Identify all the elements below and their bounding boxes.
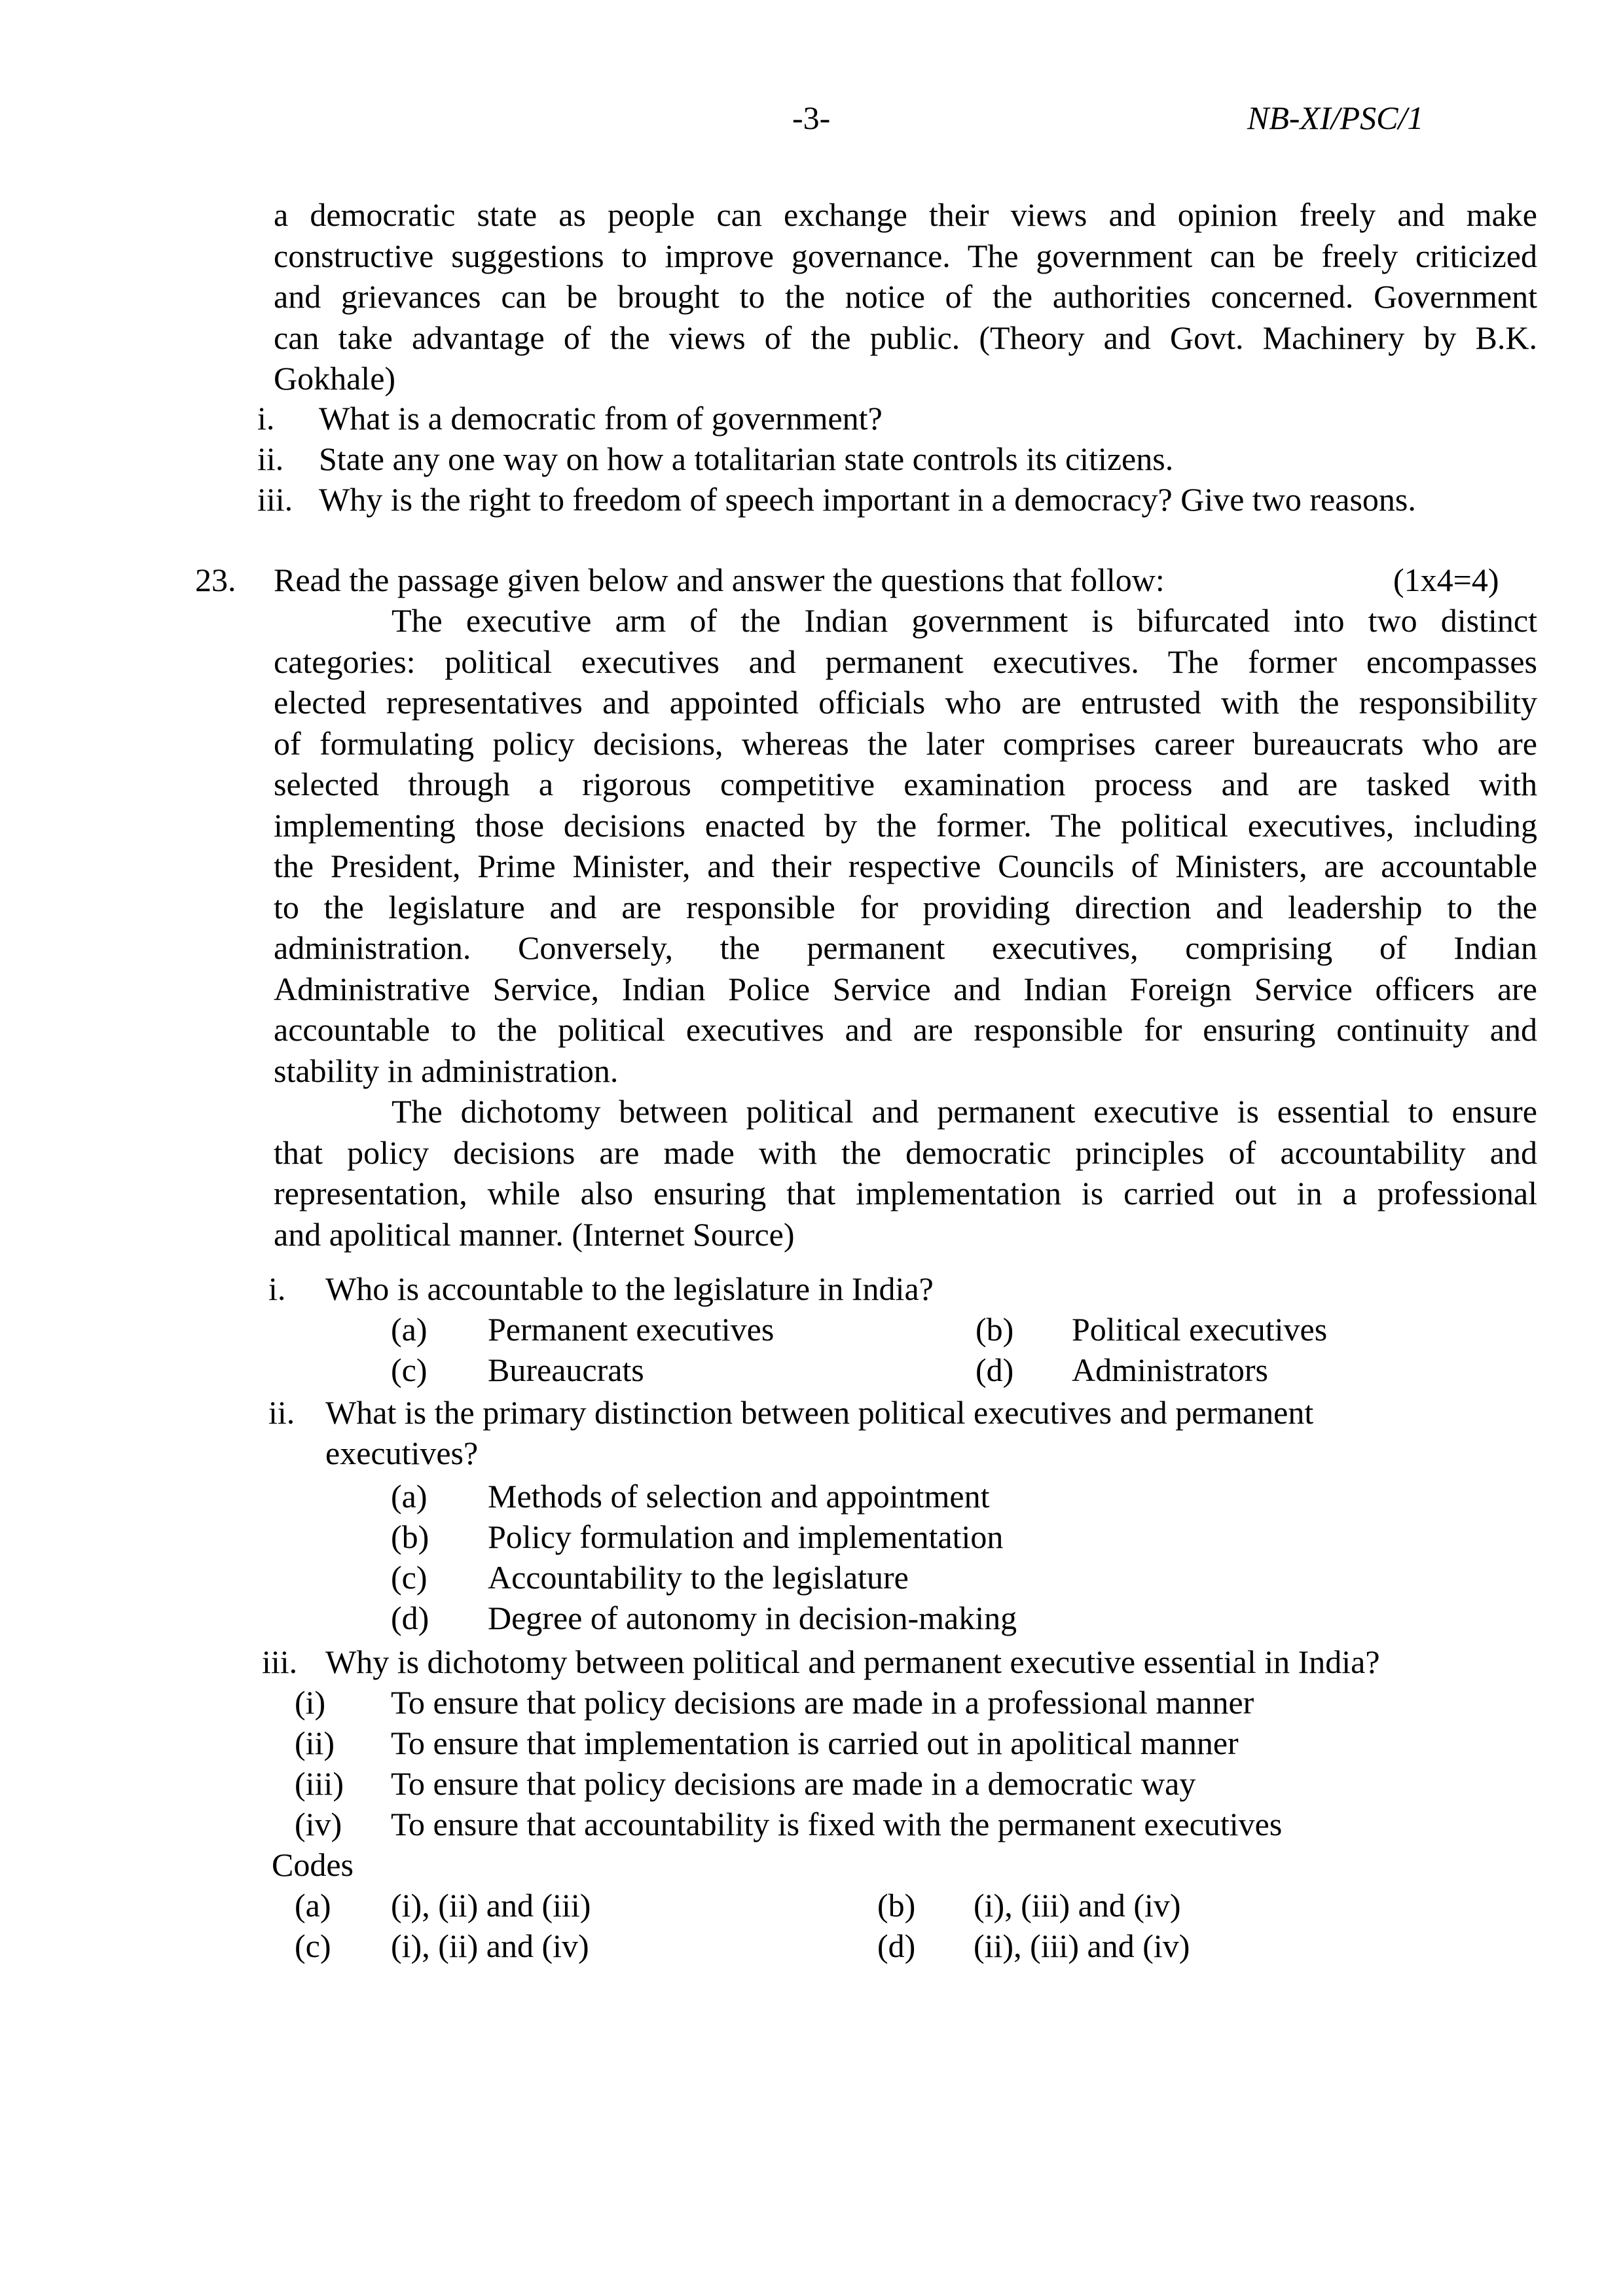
code-label: (a) xyxy=(295,1887,331,1924)
sub-question-text: What is the primary distinction between political executives and permanent xyxy=(325,1394,1314,1431)
code-text: (i), (ii) and (iii) xyxy=(391,1887,591,1924)
code-label: (c) xyxy=(295,1928,331,1964)
option-text: Political executives xyxy=(1072,1311,1328,1348)
sub-question-text-cont: executives? xyxy=(325,1435,479,1471)
passage-line: categories: political executives and permanent executives. The former encompasses xyxy=(274,643,1537,680)
option-text: Policy formulation and implementation xyxy=(488,1518,1004,1555)
q23-passage-paragraph-1 xyxy=(274,600,1537,1091)
q22-question-num: ii. xyxy=(257,440,284,477)
sub-question-num: ii. xyxy=(268,1394,295,1431)
question-instruction: Read the passage given below and answer the questions that follow: xyxy=(274,562,1165,598)
q22-question-num: i. xyxy=(257,400,275,437)
question-marks: (1x4=4) xyxy=(1393,562,1499,598)
passage-line: administration. Conversely, the permanent executives, comprising of Indian xyxy=(274,929,1537,966)
statement-label: (i) xyxy=(295,1684,326,1721)
statement-label: (iv) xyxy=(295,1806,342,1842)
option-label: (d) xyxy=(391,1600,429,1636)
option-label: (b) xyxy=(976,1311,1014,1348)
page-number: -3- xyxy=(792,99,831,136)
statement-text: To ensure that policy decisions are made in a democratic way xyxy=(391,1765,1196,1802)
passage-line: to the legislature and are responsible for providing direction and leadership to the xyxy=(274,888,1537,925)
option-text: Accountability to the legislature xyxy=(488,1559,909,1596)
sub-question-text: Who is accountable to the legislature in India? xyxy=(325,1270,934,1307)
option-label: (b) xyxy=(391,1518,429,1555)
passage-line: that policy decisions are made with the democratic principles of accountability and xyxy=(274,1134,1537,1171)
passage-line: The dichotomy between political and permanent executive is essential to ensure xyxy=(392,1093,1537,1130)
option-label: (c) xyxy=(391,1559,428,1596)
statement-text: To ensure that accountability is fixed with the permanent executives xyxy=(391,1806,1283,1842)
codes-label: Codes xyxy=(272,1846,354,1883)
passage-line: The executive arm of the Indian government is bifurcated into two distinct xyxy=(392,602,1537,639)
q23-passage-paragraph-2 xyxy=(274,1091,1537,1255)
code-text: (i), (ii) and (iv) xyxy=(391,1928,589,1964)
sub-question-num: iii. xyxy=(262,1643,298,1680)
option-text: Degree of autonomy in decision-making xyxy=(488,1600,1017,1636)
q22-question-text: What is a democratic from of government? xyxy=(319,400,883,437)
passage-line: a democratic state as people can exchange their views and opinion freely and make xyxy=(274,196,1537,233)
passage-line: implementing those decisions enacted by the former. The political executives, including xyxy=(274,806,1537,844)
option-label: (d) xyxy=(976,1352,1014,1388)
passage-line: can take advantage of the views of the public. (Theory and Govt. Machinery by B.K. xyxy=(274,319,1537,356)
passage-line: and grievances can be brought to the notice of the authorities concerned. Government xyxy=(274,278,1537,315)
statement-label: (ii) xyxy=(295,1725,335,1761)
passage-line: of formulating policy decisions, whereas the later comprises career bureaucrats who are xyxy=(274,725,1537,762)
passage-line: the President, Prime Minister, and their respective Councils of Ministers, are accountable xyxy=(274,848,1537,884)
option-text: Permanent executives xyxy=(488,1311,775,1348)
passage-line: Administrative Service, Indian Police Service and Indian Foreign Service officers are xyxy=(274,970,1537,1007)
q22-question-text: State any one way on how a totalitarian state controls its citizens. xyxy=(319,440,1174,477)
option-label: (a) xyxy=(391,1311,428,1348)
sub-question-num: i. xyxy=(268,1270,286,1307)
passage-line: Gokhale) xyxy=(274,360,396,397)
q22-question-num: iii. xyxy=(257,481,293,518)
statement-text: To ensure that implementation is carried out in apolitical manner xyxy=(391,1725,1239,1761)
passage-line: accountable to the political executives and are responsible for ensuring continuity and xyxy=(274,1011,1537,1048)
passage-line: and apolitical manner. (Internet Source) xyxy=(274,1215,795,1253)
option-text: Administrators xyxy=(1072,1352,1268,1388)
statement-text: To ensure that policy decisions are made in a professional manner xyxy=(391,1684,1254,1721)
option-text: Methods of selection and appointment xyxy=(488,1478,990,1515)
code-text: (ii), (iii) and (iv) xyxy=(974,1928,1190,1964)
option-label: (a) xyxy=(391,1478,428,1515)
passage-line: representation, while also ensuring that implementation is carried out in a professional xyxy=(274,1175,1537,1211)
q22-passage xyxy=(274,194,1537,399)
question-number: 23. xyxy=(195,562,236,598)
code-text: (i), (iii) and (iv) xyxy=(974,1887,1181,1924)
passage-line: selected through a rigorous competitive examination process and are tasked with xyxy=(274,766,1537,802)
paper-code: NB-XI/PSC/1 xyxy=(1247,99,1424,136)
passage-line: elected representatives and appointed officials who are entrusted with the responsibility xyxy=(274,684,1537,721)
option-text: Bureaucrats xyxy=(488,1352,644,1388)
code-label: (b) xyxy=(877,1887,916,1924)
passage-line: stability in administration. xyxy=(274,1052,619,1089)
statement-label: (iii) xyxy=(295,1765,344,1802)
q22-question-text: Why is the right to freedom of speech important in a democracy? Give two reasons. xyxy=(319,481,1416,518)
option-label: (c) xyxy=(391,1352,428,1388)
sub-question-text: Why is dichotomy between political and permanent executive essential in India? xyxy=(325,1643,1380,1680)
passage-line: constructive suggestions to improve governance. The government can be freely criticized xyxy=(274,237,1537,274)
code-label: (d) xyxy=(877,1928,916,1964)
